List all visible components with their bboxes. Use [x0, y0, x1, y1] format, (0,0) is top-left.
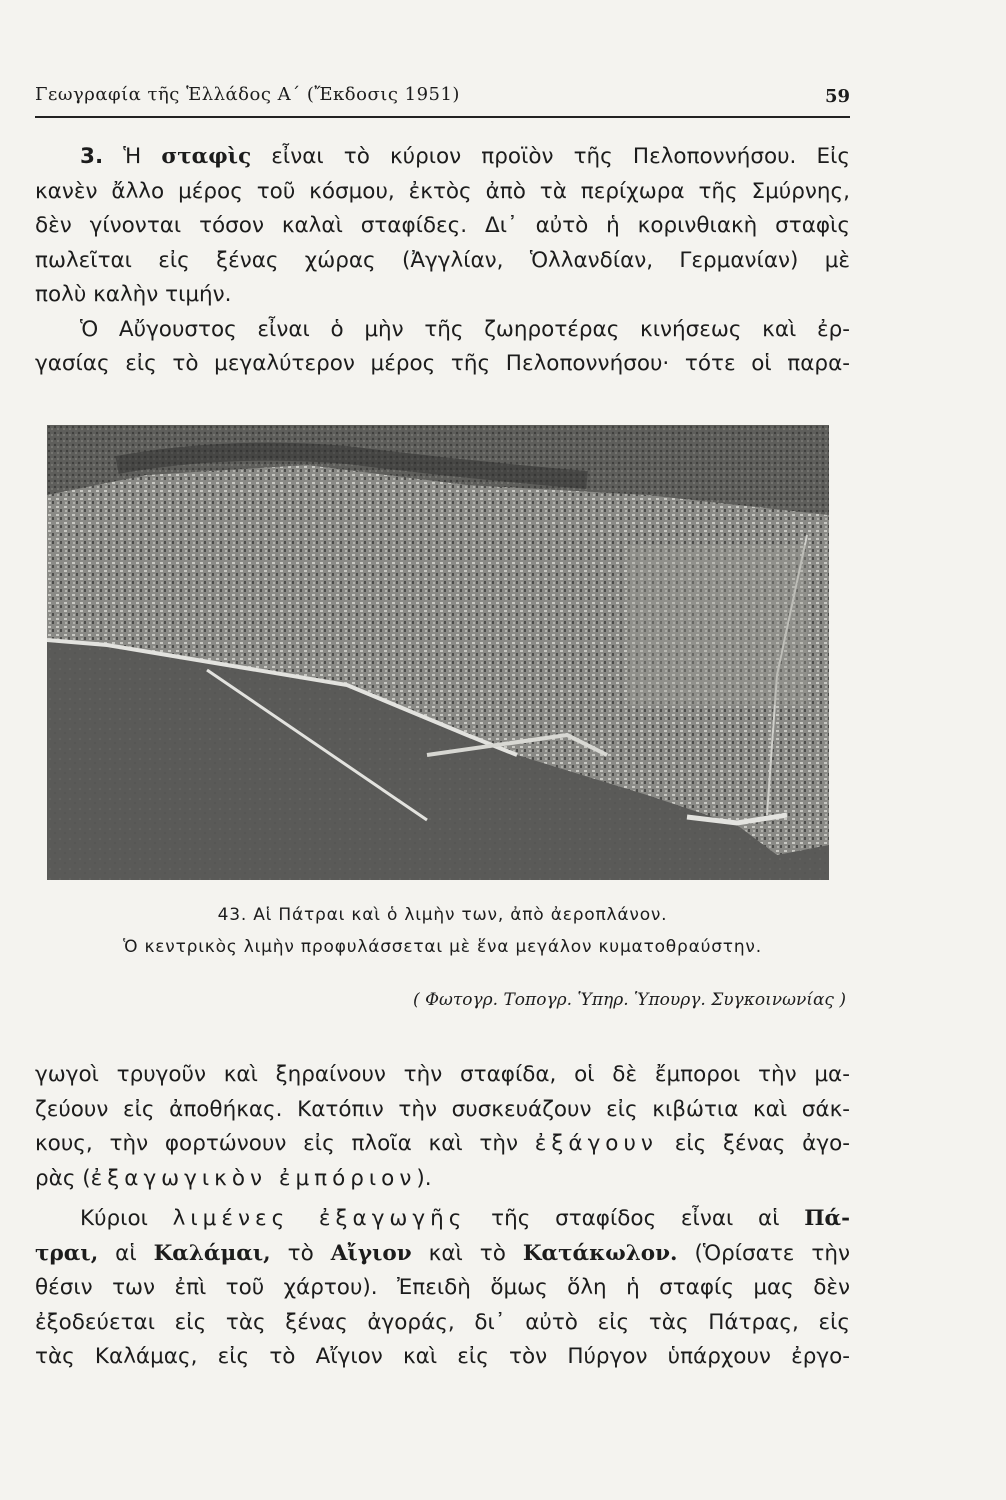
text-line: τὰς Καλάμας, εἰς τὸ Αἴγιον καὶ εἰς τὸν Πύργον ὑπάρχουν ἐργο- [35, 1344, 850, 1369]
figure-caption-line1: 43. Αἱ Πάτραι καὶ ὁ λιμὴν των, ἀπὸ ἀεροπλάνον. [217, 905, 668, 925]
spaced-term-export-ports: λιμένες ἐξαγωγῆς [172, 1206, 467, 1231]
text-span: (Ὁρίσατε τὴν [677, 1240, 850, 1266]
text-line: κανὲν ἄλλο μέρος τοῦ κόσμου, ἐκτὸς ἀπὸ τὰ περίχωρα τῆς Σμύρνης, [35, 178, 850, 204]
port-name-patras: Πά- [804, 1206, 850, 1231]
text-span: Κύριοι [80, 1206, 173, 1231]
paragraph-currant [35, 140, 850, 382]
text-span: εἰς ξένας ἀγο- [657, 1131, 850, 1156]
text-line: ζεύουν εἰς ἀποθήκας. Κατόπιν τὴν συσκευάζουν εἰς κιβώτια καὶ σάκ- [35, 1096, 850, 1122]
text-line: Ὁ Αὔγουστος εἶναι ὁ μὴν τῆς ζωηροτέρας κινήσεως καὶ ἐρ- [80, 316, 850, 342]
port-name-katakolon: Κατάκωλον. [522, 1240, 678, 1266]
spaced-term-export: ἐξάγουν [534, 1131, 658, 1156]
book-title: Γεωγραφία τῆς Ἑλλάδος Α΄ (Ἔκδοσις 1951) [35, 84, 460, 105]
spaced-term-export-trade: ἐξαγωγικὸν ἐμπόριον [90, 1165, 417, 1191]
section-number: 3. [80, 144, 104, 169]
text-line [35, 1162, 850, 1197]
text-line [35, 1202, 850, 1237]
text-span: αἱ [98, 1240, 154, 1266]
keyword-staphis: σταφὶς [161, 144, 252, 169]
text-span: Ἡ [123, 144, 142, 169]
text-span: εἶναι τὸ κύριον προϊὸν τῆς Πελοποννήσου. Εἰς [271, 144, 850, 169]
text-line: ἐξοδεύεται εἰς τὰς ξένας ἀγοράς, δι᾽ αὐτὸ εἰς τὰς Πάτρας, εἰς [35, 1309, 850, 1335]
text-line [35, 140, 850, 175]
text-span: καὶ τὸ [411, 1240, 523, 1266]
port-name-aigion: Αἴγιον [330, 1240, 412, 1266]
text-span: τῆς σταφίδος εἶναι αἱ [466, 1206, 805, 1231]
text-line [35, 1127, 850, 1162]
figure-caption-line2: Ὁ κεντρικὸς λιμὴν προφυλάσσεται μὲ ἕνα μεγάλον κυματοθραύστην. [123, 937, 762, 957]
text-span: τὸ [270, 1240, 331, 1266]
photo-illustration [47, 425, 829, 880]
text-span: ). [416, 1165, 432, 1191]
text-span: ρὰς ( [35, 1165, 91, 1191]
text-line: πωλεῖται εἰς ξένας χώρας (Ἀγγλίαν, Ὁλλανδίαν, Γερμανίαν) μὲ [35, 247, 850, 273]
running-header [35, 82, 850, 118]
port-name-patras-cont: τραι, [35, 1240, 99, 1266]
port-name-kalamai: Καλάμαι, [153, 1240, 271, 1266]
page-number: 59 [824, 86, 850, 107]
text-line: θέσιν των ἐπὶ τοῦ χάρτου). Ἐπειδὴ ὅμως ὅλη ἡ σταφίς μας δὲν [35, 1275, 850, 1300]
photo-credit: ( Φωτογρ. Τοπογρ. Ὑπηρ. Ὑπουργ. Συγκοινωνίας ) [413, 990, 846, 1010]
text-line [35, 1237, 850, 1272]
text-span: κους, τὴν φορτώνουν εἰς πλοῖα καὶ τὴν [35, 1131, 535, 1156]
paragraph-ports [35, 1202, 850, 1375]
text-line: δὲν γίνονται τόσον καλαὶ σταφίδες. Δι᾽ αὐτὸ ἡ κορινθιακὴ σταφὶς [35, 213, 850, 238]
text-line: γασίας εἰς τὸ μεγαλύτερον μέρος τῆς Πελοποννήσου· τότε οἱ παρα- [35, 351, 850, 376]
text-line: πολὺ καλὴν τιμήν. [35, 282, 232, 307]
paragraph-harvest [35, 1058, 850, 1196]
aerial-photo-patras [47, 425, 829, 880]
text-line: γωγοὶ τρυγοῦν καὶ ξηραίνουν τὴν σταφίδα, οἱ δὲ ἔμποροι τὴν μα- [35, 1062, 850, 1087]
